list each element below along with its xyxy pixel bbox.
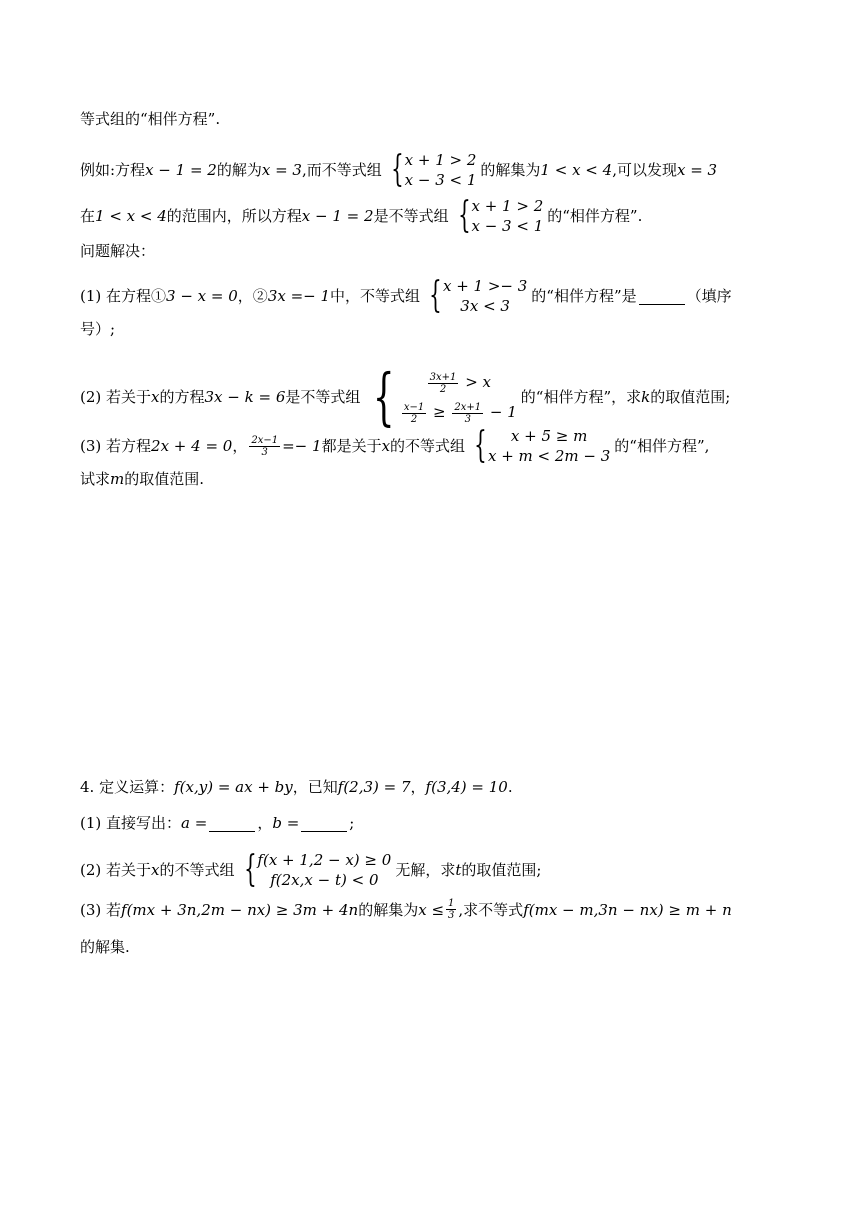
p4-text: (1) 直接写出： — [80, 814, 182, 832]
p4-a-label: a = — [181, 814, 208, 832]
system-row: f(x + 1,2 − x) ≥ 0 — [257, 851, 392, 869]
intro-tail-text: 等式组的“相伴方程”. — [80, 110, 221, 128]
question-3-cont — [80, 468, 800, 490]
q3-equation-1: 2x + 4 = 0 — [151, 437, 233, 455]
example-system — [453, 196, 544, 236]
q3-text: ， — [232, 437, 248, 455]
problem-4-head — [80, 776, 800, 798]
system-row: $\frac{x-1}{2}$ ≥ $\frac{2x+1}{3}$ − 1 — [403, 401, 517, 425]
system-row: x − 3 < 1 — [404, 171, 477, 189]
q1-text: 中，不等式组 — [330, 287, 421, 305]
brace: { — [457, 195, 471, 236]
example-text: 在 — [80, 207, 96, 225]
p4-text: 的解集为 — [358, 900, 419, 919]
example-solution: x = 3 — [261, 161, 302, 179]
system-row: x − 3 < 1 — [471, 217, 544, 235]
q2-text: 是不等式组 — [285, 388, 361, 406]
q3-equation-2: =− 1 — [282, 437, 322, 455]
example-text: 的解为 — [216, 161, 262, 179]
answer-blank[interactable] — [639, 288, 685, 305]
example-text: ,而不等式组 — [301, 161, 382, 179]
heading-text: 问题解决： — [80, 242, 156, 260]
problem-4-part-1 — [80, 812, 800, 834]
q3-text: 都是关于 — [321, 437, 382, 455]
p4-text: ， — [257, 814, 273, 832]
example-line-2 — [80, 196, 800, 236]
q3-m: m — [110, 470, 125, 488]
q1-text: （填序 — [686, 287, 732, 305]
q3-text: 的“相伴方程”, — [614, 437, 710, 455]
p4-inequality: f(mx + 3n,2m − nx) ≥ 3m + 4n — [121, 900, 359, 919]
example-text: 的“相伴方程”. — [547, 207, 643, 225]
example-text: 的解集为 — [480, 161, 541, 179]
question-1-cont — [80, 318, 800, 340]
p4-text: 的解集. — [80, 938, 130, 956]
example-equation: x − 1 = 2 — [145, 161, 217, 179]
q2-equation: 3x − k = 6 — [204, 388, 286, 406]
p4-text: (2) 若关于 — [80, 861, 152, 879]
system-row: x + 5 ≥ m — [510, 427, 588, 445]
answer-blank-b[interactable] — [301, 815, 347, 832]
system-row: x + 1 > 2 — [404, 151, 477, 169]
p4-b-label: b = — [272, 814, 300, 832]
intro-tail — [80, 108, 800, 130]
p4-inequality-2: f(mx − m,3n − nx) ≥ m + n — [523, 900, 732, 919]
q1-text: 的“相伴方程”是 — [531, 287, 637, 305]
q1-system — [424, 276, 527, 316]
p4-definition: f(x,y) = ax + by — [174, 778, 293, 796]
example-system — [386, 150, 477, 190]
p4-text: . — [507, 778, 513, 796]
question-2 — [80, 360, 800, 433]
p4-text: 无解，求 — [395, 861, 456, 879]
example-equation: x − 1 = 2 — [301, 207, 374, 225]
brace: { — [390, 149, 404, 190]
q2-text: (2) 若关于 — [80, 388, 152, 406]
problem-4-part-2 — [80, 850, 800, 890]
q2-text: 的方程 — [159, 388, 205, 406]
system-row: 3x < 3 — [460, 297, 510, 315]
example-text: 是不等式组 — [373, 207, 449, 225]
brace: { — [474, 425, 487, 466]
example-solution-set: 1 < x < 4 — [540, 161, 613, 179]
q2-k: k — [641, 388, 651, 406]
system-row: x + 1 >− 3 — [442, 277, 528, 295]
system-row: x + m < 2m − 3 — [487, 447, 611, 465]
q3-text: 的取值范围. — [124, 470, 205, 488]
q1-equation-2: 3x =− 1 — [267, 287, 331, 305]
q3-text: (3) 若方程 — [80, 437, 152, 455]
q3-system — [469, 426, 610, 466]
q2-system — [364, 360, 517, 433]
question-1 — [80, 276, 800, 316]
q3-text: 的不等式组 — [390, 437, 466, 455]
brace: { — [243, 849, 257, 890]
q1-text: 号）; — [80, 320, 116, 338]
p4-t: t — [455, 861, 462, 879]
brace: { — [429, 275, 442, 316]
problem-solving-heading — [80, 240, 800, 262]
system-row: x + 1 > 2 — [471, 197, 544, 215]
p4-given: f(2,3) = 7 — [337, 778, 411, 796]
q1-equation-1: 3 − x = 0 — [166, 287, 238, 305]
problem-4-part-3 — [80, 898, 800, 921]
q3-text: 试求 — [80, 470, 111, 488]
system-row: f(2x,x − t) < 0 — [270, 871, 379, 889]
problem-4-part-3-cont — [80, 936, 800, 958]
p4-text: 的不等式组 — [159, 861, 235, 879]
q3-variable: x — [381, 437, 391, 455]
example-text: 例如:方程 — [80, 161, 146, 179]
example-line-1 — [80, 150, 800, 190]
p4-fraction: $\frac{1}{3}$ — [448, 898, 455, 921]
p4-variable: x — [151, 861, 160, 879]
example-text: ,可以发现 — [612, 161, 677, 179]
p4-text: 的取值范围; — [461, 861, 542, 879]
p4-text: ， — [410, 778, 426, 796]
p4-text: ,求不等式 — [458, 900, 524, 919]
q2-text: 的取值范围; — [650, 388, 731, 406]
p4-solution: x ≤ — [418, 900, 445, 919]
q1-text: ，② — [237, 287, 268, 305]
p4-given: f(3,4) = 10 — [425, 778, 508, 796]
q2-variable: x — [151, 388, 160, 406]
system-row: $\frac{3x+1}{2}$ > x — [429, 371, 491, 395]
p4-text: (3) 若 — [80, 900, 122, 919]
p4-text: ，已知 — [292, 778, 338, 796]
example-text: 的范围内，所以方程 — [166, 207, 302, 225]
question-3 — [80, 426, 800, 466]
p4-text: ; — [349, 814, 355, 832]
example-solution: x = 3 — [676, 161, 718, 179]
q1-text: (1) 在方程① — [80, 287, 167, 305]
q2-text: 的“相伴方程”，求 — [520, 388, 642, 406]
answer-blank-a[interactable] — [209, 815, 255, 832]
brace: { — [373, 360, 395, 433]
q3-fraction: $\frac{2x-1}{3}$ — [251, 434, 279, 458]
p4-text: 4. 定义运算： — [80, 778, 175, 796]
p4-system — [239, 850, 392, 890]
example-solution-set: 1 < x < 4 — [95, 207, 167, 225]
